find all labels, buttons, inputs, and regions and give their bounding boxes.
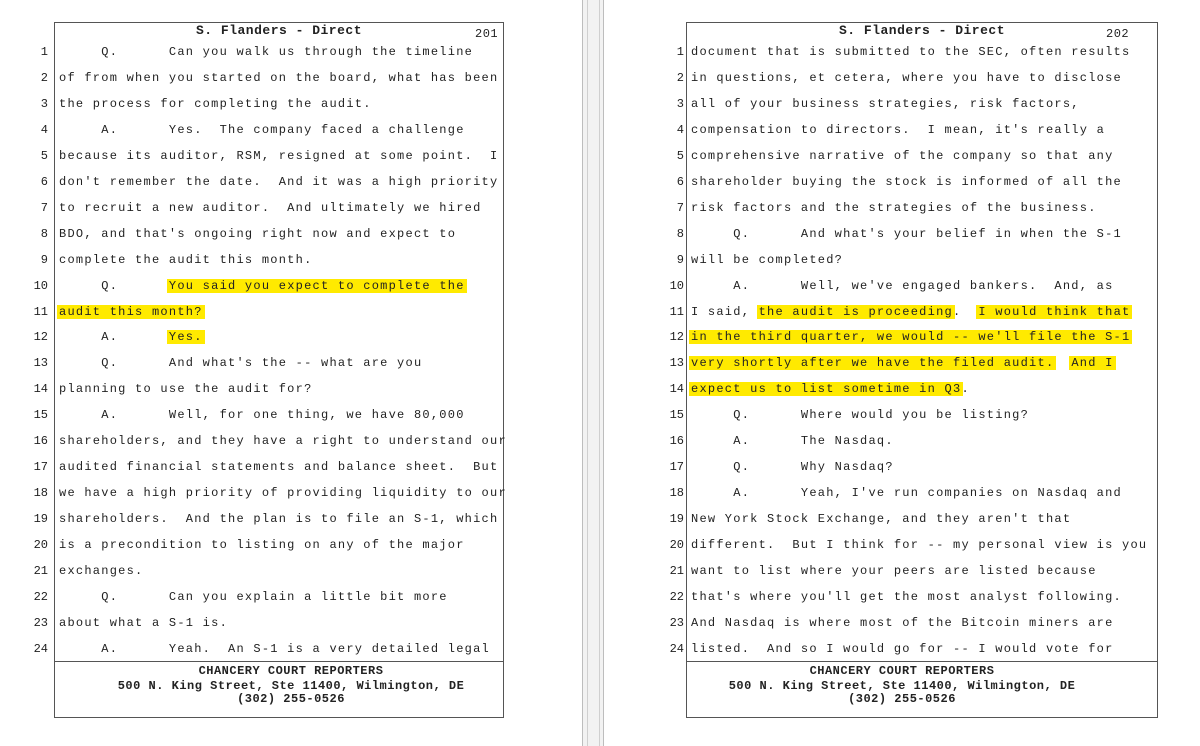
line-number: 6 <box>40 174 48 189</box>
text-segment: New York Stock Exchange, and they aren't that <box>691 512 1072 527</box>
transcript-line <box>0 509 582 535</box>
line-number: 14 <box>33 382 48 397</box>
line-text <box>691 198 1097 218</box>
line-number: 19 <box>33 512 48 527</box>
line-text <box>691 509 1071 529</box>
page-header: S. Flanders - Direct <box>195 23 363 38</box>
text-segment: complete the audit this month. <box>59 252 313 267</box>
text-segment: A. Yeah. An S-1 is a very detailed legal <box>59 641 491 656</box>
line-number: 4 <box>676 122 684 137</box>
line-number: 16 <box>669 434 684 449</box>
text-segment: all of your business strategies, risk factors, <box>691 96 1080 111</box>
transcript-line <box>0 68 582 94</box>
footer-address: 500 N. King Street, Ste 11400, Wilmington, DE <box>117 679 465 693</box>
text-segment: . <box>961 382 970 397</box>
transcript-line <box>0 561 582 587</box>
line-text <box>59 457 498 477</box>
transcript-line <box>0 431 582 457</box>
transcript-line <box>604 535 1200 561</box>
text-segment: is a precondition to listing on any of the major <box>59 538 465 553</box>
transcript-line <box>604 224 1200 250</box>
line-number: 11 <box>669 304 684 319</box>
line-number: 20 <box>669 538 684 553</box>
line-number: 21 <box>669 564 684 578</box>
line-number: 1 <box>676 45 684 59</box>
text-segment: about what a S-1 is. <box>59 615 229 630</box>
line-number: 6 <box>676 174 684 189</box>
line-text <box>59 68 498 88</box>
text-segment: A. The Nasdaq. <box>691 434 894 449</box>
transcript-line <box>0 483 582 509</box>
highlighted-text: Yes. <box>168 330 203 345</box>
line-text <box>691 639 1114 659</box>
line-text <box>59 613 228 633</box>
line-number: 2 <box>676 70 684 85</box>
line-text <box>59 353 422 373</box>
line-text <box>59 535 465 555</box>
highlighted-text: very shortly after we have the filed audit. <box>691 356 1055 371</box>
text-segment: shareholders. And the plan is to file an S-1, which <box>59 512 499 527</box>
text-segment: to recruit a new auditor. And ultimately we hired <box>59 200 482 215</box>
transcript-line <box>604 120 1200 146</box>
text-segment: in questions, et cetera, where you have to disclose <box>691 70 1123 85</box>
text-segment: exchanges. <box>59 564 144 578</box>
line-number: 23 <box>33 615 48 630</box>
highlighted-text: And I <box>1071 356 1114 371</box>
line-text <box>59 120 465 140</box>
text-segment: Q. Can you explain a little bit more <box>59 589 448 604</box>
transcript-line <box>604 327 1200 353</box>
line-text <box>59 250 313 270</box>
transcript-line <box>604 68 1200 94</box>
line-text <box>59 639 490 659</box>
transcript-line <box>0 587 582 613</box>
text-segment: I said, <box>691 304 759 319</box>
text-segment: that's where you'll get the most analyst following. <box>691 589 1123 604</box>
text-segment: Q. And what's your belief in when the S-1 <box>691 226 1123 241</box>
text-segment: planning to use the audit for? <box>59 382 313 397</box>
line-text <box>691 224 1122 244</box>
highlighted-text: the audit is proceeding <box>758 304 953 319</box>
transcript-line <box>0 250 582 276</box>
line-text <box>691 535 1147 555</box>
line-text <box>59 146 498 166</box>
transcript-line <box>0 639 582 665</box>
line-number: 24 <box>669 641 684 656</box>
line-text <box>691 353 1114 373</box>
line-number: 15 <box>669 408 684 423</box>
line-number: 18 <box>669 486 684 501</box>
text-segment: because its auditor, RSM, resigned at some point. I <box>59 148 499 163</box>
text-segment: A. <box>59 330 169 345</box>
footer-reporter-name: CHANCERY COURT REPORTERS <box>809 664 995 678</box>
line-number: 18 <box>33 486 48 501</box>
line-number: 17 <box>33 460 48 475</box>
line-number: 22 <box>669 589 684 604</box>
line-number: 15 <box>33 408 48 423</box>
transcript-line <box>604 457 1200 483</box>
highlighted-text: audit this month? <box>59 304 203 319</box>
line-number: 4 <box>40 122 48 137</box>
line-text <box>691 431 894 451</box>
line-number: 5 <box>676 148 684 163</box>
transcript-line <box>0 535 582 561</box>
transcript-line <box>604 94 1200 120</box>
line-text <box>59 431 507 451</box>
line-text <box>691 172 1122 192</box>
text-segment: Q. Where would you be listing? <box>691 408 1030 423</box>
transcript-line <box>604 613 1200 639</box>
line-number: 20 <box>33 538 48 553</box>
page-number: 202 <box>1106 27 1130 41</box>
transcript-page-202 <box>604 0 1200 746</box>
text-segment: Q. Can you walk us through the timeline <box>59 45 474 59</box>
text-segment: listed. And so I would go for -- I would vote for <box>691 641 1114 656</box>
transcript-line <box>604 198 1200 224</box>
page-header: S. Flanders - Direct <box>838 23 1006 38</box>
line-number: 8 <box>40 226 48 241</box>
line-number: 10 <box>33 278 48 293</box>
line-text <box>691 302 1130 322</box>
highlighted-text: expect us to list sometime in Q3 <box>691 382 962 397</box>
transcript-line <box>604 379 1200 405</box>
line-text <box>691 587 1122 607</box>
transcript-line <box>0 379 582 405</box>
text-segment: A. Well, for one thing, we have 80,000 <box>59 408 465 423</box>
transcript-line <box>604 483 1200 509</box>
text-segment: the process for completing the audit. <box>59 96 372 111</box>
line-number: 2 <box>40 70 48 85</box>
text-segment: Q. And what's the -- what are you <box>59 356 423 371</box>
line-number: 1 <box>40 45 48 59</box>
line-number: 14 <box>669 382 684 397</box>
text-segment: shareholder buying the stock is informed of all the <box>691 174 1123 189</box>
transcript-line <box>0 172 582 198</box>
text-segment: . <box>953 304 979 319</box>
line-number: 23 <box>669 615 684 630</box>
line-text <box>59 587 448 607</box>
transcript-line <box>604 42 1200 68</box>
line-number: 7 <box>676 200 684 215</box>
line-number: 13 <box>33 356 48 371</box>
line-text <box>691 483 1122 503</box>
line-number: 12 <box>33 330 48 345</box>
line-text <box>59 561 144 581</box>
line-text <box>59 276 465 296</box>
transcript-line <box>0 353 582 379</box>
line-text <box>691 68 1122 88</box>
line-text <box>59 94 372 114</box>
transcript-line <box>604 561 1200 587</box>
line-number: 16 <box>33 434 48 449</box>
transcript-line <box>0 457 582 483</box>
line-text <box>691 405 1029 425</box>
line-number: 17 <box>669 460 684 475</box>
transcript-line <box>604 639 1200 665</box>
line-number: 3 <box>40 96 48 111</box>
text-segment: of from when you started on the board, what has been <box>59 70 499 85</box>
line-text <box>691 457 894 477</box>
text-segment: Q. Why Nasdaq? <box>691 460 894 475</box>
text-segment <box>1054 356 1071 370</box>
line-text <box>691 250 843 270</box>
transcript-line <box>604 353 1200 379</box>
footer-address: 500 N. King Street, Ste 11400, Wilmington, DE <box>728 679 1076 693</box>
line-text <box>59 302 203 322</box>
text-segment: want to list where your peers are listed because <box>691 564 1097 578</box>
transcript-line <box>0 42 582 68</box>
transcript-line <box>0 276 582 302</box>
transcript-page-201 <box>0 0 582 746</box>
highlighted-text: I would think that <box>978 304 1131 319</box>
transcript-line <box>0 120 582 146</box>
text-segment: audited financial statements and balance sheet. But <box>59 460 499 475</box>
line-text <box>691 327 1130 347</box>
transcript-line <box>0 613 582 639</box>
line-number: 10 <box>669 278 684 293</box>
line-text <box>691 120 1105 140</box>
line-text <box>59 509 498 529</box>
line-text <box>691 379 970 399</box>
transcript-line <box>604 302 1200 328</box>
line-number: 5 <box>40 148 48 163</box>
text-segment: don't remember the date. And it was a high priority <box>59 174 499 189</box>
line-text <box>59 42 473 62</box>
transcript-line <box>604 405 1200 431</box>
text-segment: document that is submitted to the SEC, often results <box>691 45 1131 59</box>
transcript-line <box>0 94 582 120</box>
text-segment: A. Yeah, I've run companies on Nasdaq and <box>691 486 1123 501</box>
transcript-line <box>0 198 582 224</box>
transcript-line <box>604 250 1200 276</box>
transcript-line <box>0 146 582 172</box>
line-text <box>59 327 203 347</box>
text-segment: we have a high priority of providing liquidity to our <box>59 486 507 501</box>
footer-phone: (302) 255-0526 <box>848 692 956 706</box>
line-number: 12 <box>669 330 684 345</box>
highlighted-text: in the third quarter, we would -- we'll file the S-1 <box>691 330 1131 345</box>
line-number: 11 <box>33 304 48 319</box>
text-segment: Q. <box>59 278 169 293</box>
transcript-line <box>604 276 1200 302</box>
line-number: 9 <box>676 252 684 267</box>
text-segment: risk factors and the strategies of the business. <box>691 200 1097 215</box>
transcript-line <box>604 509 1200 535</box>
line-number: 24 <box>33 641 48 656</box>
line-text <box>691 613 1114 633</box>
transcript-line <box>604 587 1200 613</box>
line-text <box>59 198 482 218</box>
line-text <box>691 276 1114 296</box>
line-text <box>691 94 1080 114</box>
line-text <box>59 379 313 399</box>
line-text <box>59 405 465 425</box>
line-number: 8 <box>676 226 684 241</box>
line-text <box>59 224 456 244</box>
transcript-line <box>0 327 582 353</box>
transcript-line <box>604 146 1200 172</box>
text-segment: BDO, and that's ongoing right now and expect to <box>59 226 457 241</box>
line-text <box>59 172 498 192</box>
transcript-line <box>604 172 1200 198</box>
footer-phone: (302) 255-0526 <box>237 692 345 706</box>
transcript-line <box>0 405 582 431</box>
line-number: 9 <box>40 252 48 267</box>
footer-reporter-name: CHANCERY COURT REPORTERS <box>198 664 384 678</box>
line-number: 21 <box>33 564 48 578</box>
line-text <box>691 42 1130 62</box>
text-segment: A. Well, we've engaged bankers. And, as <box>691 278 1114 293</box>
page-gutter <box>582 0 604 746</box>
line-text <box>691 561 1097 581</box>
transcript-line <box>0 224 582 250</box>
line-number: 7 <box>40 200 48 215</box>
line-number: 3 <box>676 96 684 111</box>
text-segment: different. But I think for -- my personal view is you <box>691 538 1148 553</box>
text-segment: compensation to directors. I mean, it's really a <box>691 122 1106 137</box>
text-segment: shareholders, and they have a right to understand our <box>59 434 507 449</box>
highlighted-text: You said you expect to complete the <box>168 278 465 293</box>
text-segment: will be completed? <box>691 252 844 267</box>
line-text <box>691 146 1114 166</box>
text-segment: comprehensive narrative of the company so that any <box>691 148 1114 163</box>
line-text <box>59 483 507 503</box>
line-number: 13 <box>669 356 684 371</box>
page-number: 201 <box>475 27 499 41</box>
transcript-line <box>604 431 1200 457</box>
line-number: 22 <box>33 589 48 604</box>
transcript-line <box>0 302 582 328</box>
line-number: 19 <box>669 512 684 527</box>
text-segment: And Nasdaq is where most of the Bitcoin miners are <box>691 615 1114 630</box>
text-segment: A. Yes. The company faced a challenge <box>59 122 465 137</box>
